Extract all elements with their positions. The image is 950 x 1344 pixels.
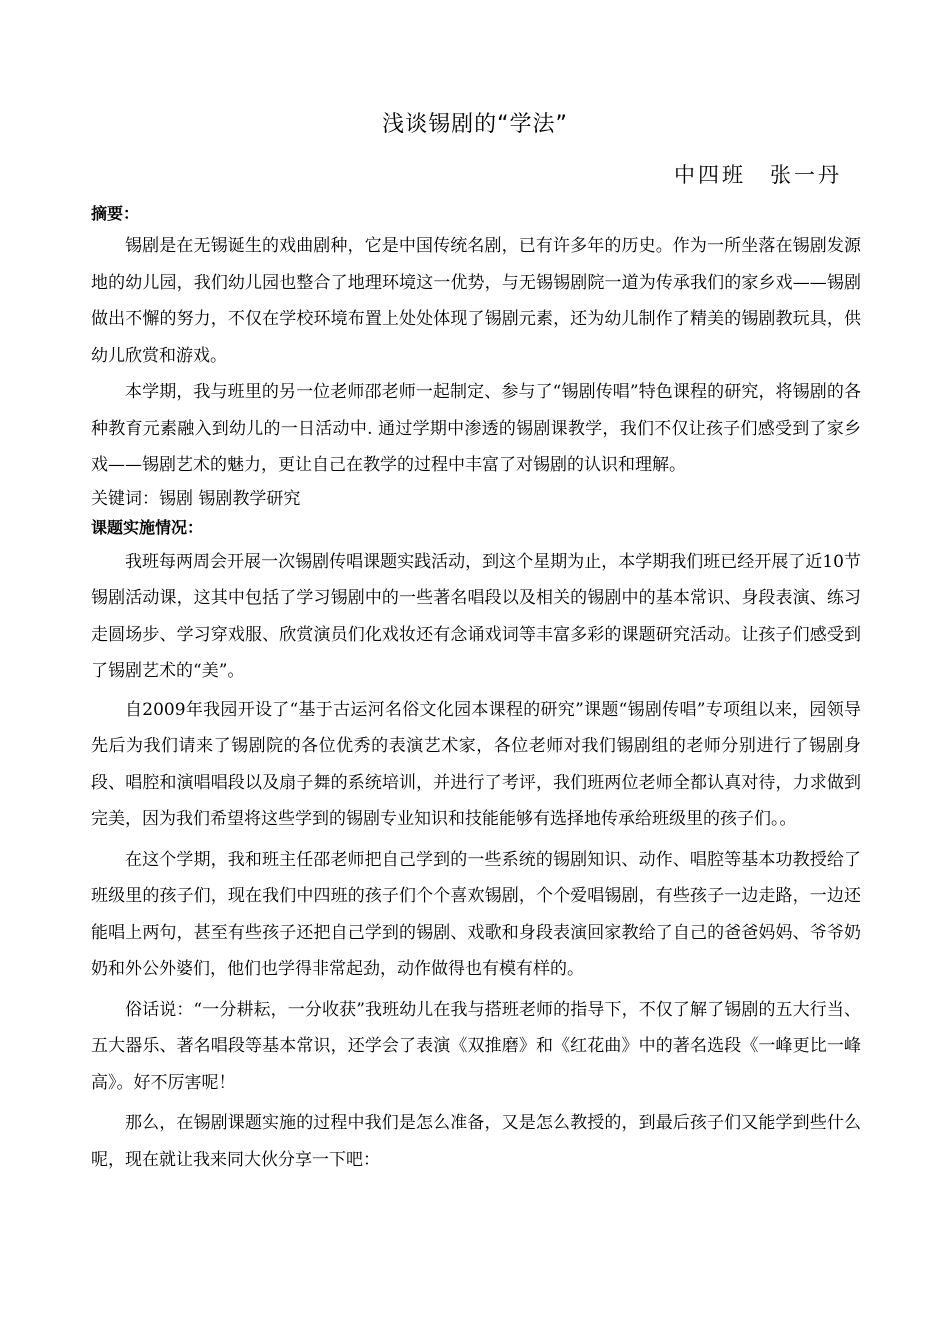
document-author: 中四班 张一丹: [674, 163, 842, 187]
implementation-paragraph: 在这个学期，我和班主任邵老师把自己学到的一些系统的锡剧知识、动作、唱腔等基本功教授给了班级里的孩子们，现在我们中四班的孩子们个个喜欢锡剧，个个爱唱锡剧，有些孩子一边走路，一边还能唱上两句，甚至有些孩子还把自己学到的锡剧、戏歌和身段表演回家教给了自己的爸爸妈妈、爷爷奶奶和外公外婆们，他们也学得非常起劲，动作做得也有模有样的。: [91, 849, 861, 979]
implementation-paragraph: 俗话说：“一分耕耘，一分收获”我班幼儿在我与搭班老师的指导下，不仅了解了锡剧的五大行当、五大器乐、著名唱段等基本常识，还学会了表演《双推磨》和《红花曲》中的著名选段《一峰更比一峰高》。好不厉害呢！: [91, 999, 861, 1093]
implementation-heading: 课题实施情况：: [91, 517, 204, 537]
abstract-paragraph: 锡剧是在无锡诞生的戏曲剧种，它是中国传统名剧，已有许多年的历史。作为一所坐落在锡剧发源地的幼儿园，我们幼儿园也整合了地理环境这一优势，与无锡锡剧院一道为传承我们的家乡戏——锡剧做出不懈的努力，不仅在学校环境布置上处处体现了锡剧元素，还为幼儿制作了精美的锡剧教玩具，供幼儿欣赏和游戏。: [91, 236, 861, 366]
document-body: [91, 200, 861, 1178]
document-title: 浅谈锡剧的“学法”: [382, 112, 568, 137]
abstract-heading: 摘要：: [91, 204, 140, 223]
abstract-paragraph: 本学期，我与班里的另一位老师邵老师一起制定、参与了“锡剧传唱”特色课程的研究，将锡剧的各种教育元素融入到幼儿的一日活动中. 通过学期中渗透的锡剧课教学，我们不仅让孩子们感受到了家乡戏——锡剧艺术的魅力，更让自己在教学的过程中丰富了对锡剧的认识和理解。: [91, 382, 861, 475]
implementation-paragraph: 那么，在锡剧课题实施的过程中我们是怎么准备，又是怎么教授的，到最后孩子们又能学到些什么呢，现在就让我来同大伙分享一下吧：: [91, 1113, 861, 1170]
implementation-paragraph: 自2009年我园开设了“基于古运河名俗文化园本课程的研究”课题“锡剧传唱”专项组以来，园领导先后为我们请来了锡剧院的各位优秀的表演艺术家，各位老师对我们锡剧组的老师分别进行了锡剧身段、唱腔和演唱唱段以及扇子舞的系统培训，并进行了考评，我们班两位老师全都认真对待，力求做到完美，因为我们希望将这些学到的锡剧专业知识和技能能够有选择地传承给班级里的孩子们。。: [91, 699, 861, 829]
keywords-line: 关键词：锡剧 锡剧教学研究: [91, 488, 301, 509]
implementation-paragraph: 我班每两周会开展一次锡剧传唱课题实践活动，到这个星期为止，本学期我们班已经开展了近10节锡剧活动课，这其中包括了学习锡剧中的一些著名唱段以及相关的锡剧中的基本常识、身段表演、练习走圆场步、学习穿戏服、欣赏演员们化戏妆还有念诵戏词等丰富多彩的课题研究活动。让孩子们感受到了锡剧艺术的“美”。: [91, 551, 861, 681]
